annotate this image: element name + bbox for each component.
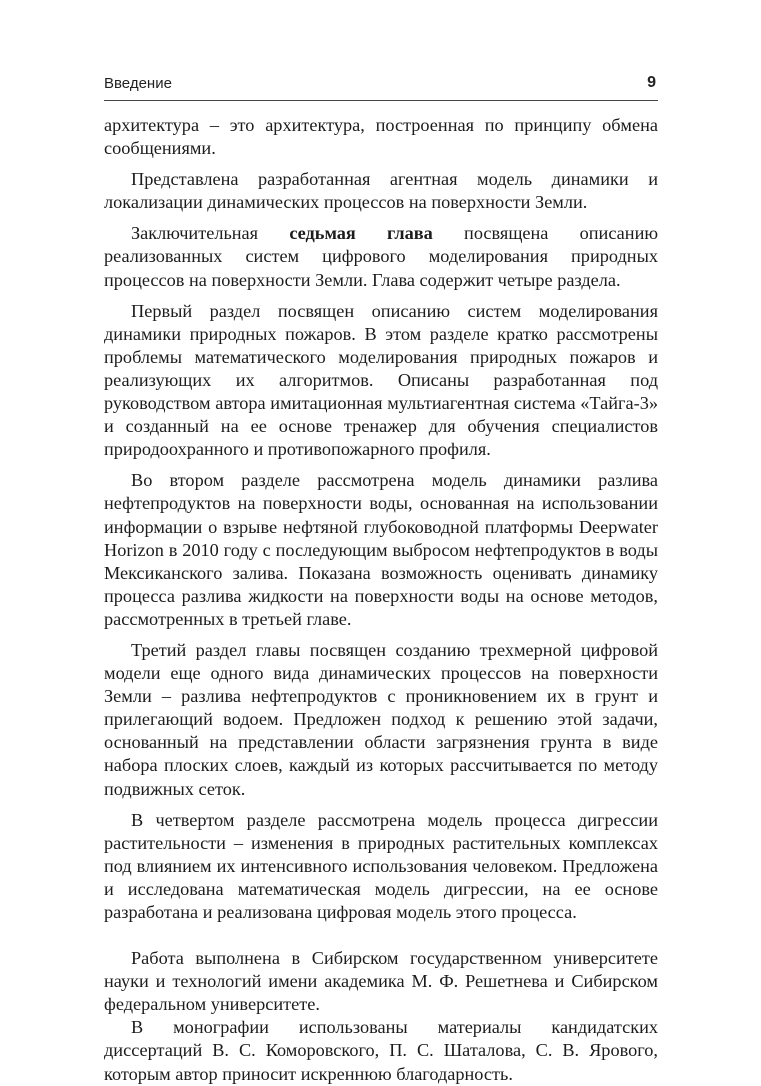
paragraph-6: Третий раздел главы посвящен созданию трехмерной цифровой модели еще одного вида динамических процессов на поверхности Земли – разлива нефтепродуктов с проникновением их в грунт и прилегающий водоем. Предложен подход к решению этой задачи, основанный на представлении области загрязнения грунта в виде набора плоских слоев, каждый из которых рассчитывается по методу подвижных сеток. <box>104 639 658 799</box>
header-rule <box>104 100 658 101</box>
page-number: 9 <box>647 74 656 91</box>
running-header-section: Введение <box>104 75 172 92</box>
paragraph-3-lead: Заключительная <box>131 223 290 244</box>
paragraph-spacer <box>104 924 658 947</box>
paragraph-2: Представлена разработанная агентная модель динамики и локализации динамических процессов на поверхности Земли. <box>104 169 658 213</box>
running-header <box>104 74 658 96</box>
paragraph-3-bold-chapter: седьмая глава <box>289 223 433 244</box>
paragraph-5: Во втором разделе рассмотрена модель динамики разлива нефтепродуктов на поверхности воды, основанная на использовании информации о взрыве нефтяной глубоководной платформы Deepwater Horizon в 2010 году с последующим выбросом нефтепродуктов в воды Мексиканского залива. Показана возможность оценивать динамику процесса разлива жидкости на поверхности воды на основе методов, рассмотренных в третьей главе. <box>104 470 658 629</box>
paragraph-8: Работа выполнена в Сибирском государственном университете науки и технологий имени академика М. Ф. Решетнева и Сибирском федеральном университете. <box>104 948 658 1015</box>
paragraph-3 <box>104 222 658 291</box>
paragraph-4: Первый раздел посвящен описанию систем моделирования динамики природных пожаров. В этом разделе кратко рассмотрены проблемы математического моделирования природных пожаров и реализующих их алгоритмов. Описаны разработанная под руководством автора имитационная мультиагентная система «Тайга-3» и созданный на ее основе тренажер для обучения специалистов природоохранного и противопожарного профиля. <box>104 300 658 460</box>
paragraph-9: В монографии использованы материалы кандидатских диссертаций В. С. Коморовского, П. С. Шаталова, С. В. Ярового, которым автор приносит искреннюю благодарность. <box>104 1017 658 1084</box>
paragraph-1: архитектура – это архитектура, построенная по принципу обмена сообщениями. <box>104 115 658 159</box>
body-text <box>104 114 658 1086</box>
paragraph-7: В четвертом разделе рассмотрена модель процесса дигрессии растительности – изменения в природных растительных комплексах под влиянием их интенсивного использования человеком. Предложена и исследована математическая модель дигрессии, на ее основе разработана и реализована цифровая модель этого процесса. <box>104 809 658 922</box>
paragraph-3-rest: посвящена описанию реализованных систем цифрового моделирования природных процессов на поверхности Земли. Глава содержит четыре раздела. <box>104 223 659 290</box>
